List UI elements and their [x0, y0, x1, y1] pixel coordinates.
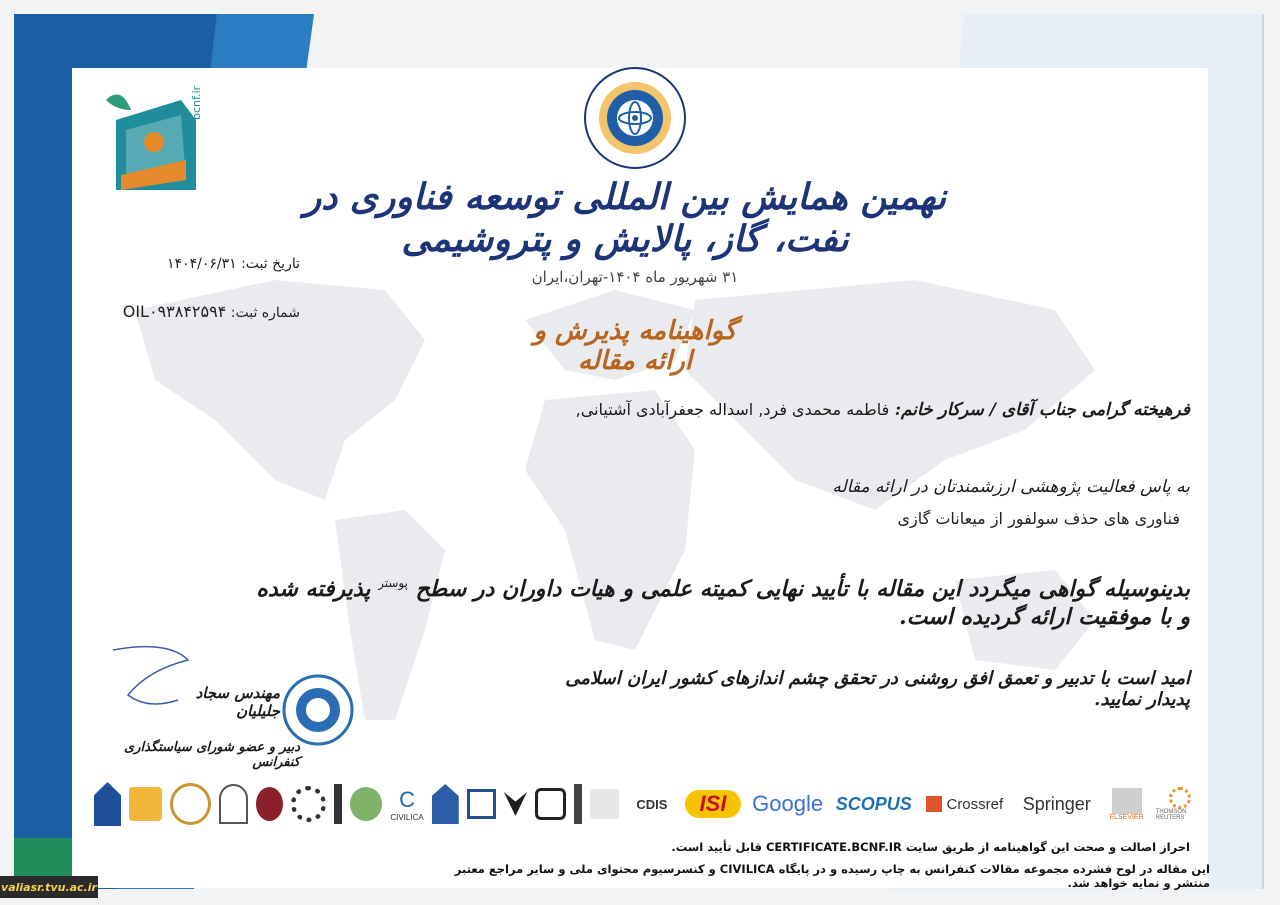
- recipient-names: فاطمه محمدی فرد, اسداله جعفرآبادی آشتیانی,: [575, 400, 890, 419]
- springer-logo: Springer: [1022, 793, 1091, 814]
- isi-logo: ISI: [685, 790, 741, 818]
- registration-date: [130, 256, 300, 272]
- university-emblem-icon: [94, 782, 121, 826]
- association-badge-icon: [170, 783, 211, 825]
- registration-number-label: شماره ثبت:: [230, 305, 300, 321]
- presentation-level: پوستر: [378, 576, 408, 590]
- paper-title: فناوری های حذف سولفور از میعانات گازی: [897, 509, 1180, 528]
- wreath-emblem-icon: [350, 787, 383, 821]
- university-emblem-icon: [129, 787, 162, 821]
- crossref-icon: [926, 796, 942, 812]
- date-and-place: ۳۱ شهریور ماه ۱۴۰۴-تهران،ایران: [531, 268, 739, 286]
- elsevier-tree-icon: [1112, 788, 1142, 814]
- certificate-subtitle: گواهینامه پذیرش و ارائه مقاله: [533, 316, 737, 376]
- wish-statement: امید است با تدبیر و تعمق افق روشنی در تحقق چشم اندازهای کشور ایران اسلامی پدیدار نمایید.: [565, 668, 1190, 710]
- footer-publication-note: این مقاله در لوح فشرده مجموعه مقالات کنفرانس به چاپ رسیده و در پایگاه CIVILICA و کنسرسیوم محتوای ملی و سایر مراجع معتبر منتشر و نمایه خواهد شد.: [454, 862, 1210, 890]
- logo-site-text: bcnf.ir: [190, 85, 203, 120]
- footer-authenticity: احراز اصالت و صحت این گواهینامه از طریق سایت CERTIFICATE.BCNF.IR قابل تأیید است.: [671, 840, 1190, 854]
- cdis-logo: CDIS: [636, 796, 668, 812]
- mosque-emblem-icon: [219, 784, 248, 824]
- registration-date-value: ۱۴۰۴/۰۶/۳۱: [167, 256, 237, 272]
- registration-number: [100, 302, 300, 321]
- book-emblem-icon: [467, 789, 496, 819]
- calligraphy-emblem-icon: [535, 788, 566, 820]
- elsevier-logo: [1105, 788, 1147, 821]
- elsevier-label: ELSEVIER: [1109, 813, 1144, 821]
- sponsor-logos-strip: [94, 778, 1204, 830]
- signature-seal: [282, 674, 354, 746]
- conference-title: نهمین همایش بین المللی توسعه فناوری در نفت، گاز، پالایش و پتروشیمی: [303, 176, 947, 260]
- university-emblem-icon: [432, 784, 459, 824]
- association-seal: [583, 66, 688, 171]
- scopus-logo: SCOPUS: [835, 793, 912, 814]
- certification-part1: بدینوسیله گواهی میگردد این مقاله با تأیید نهایی کمیته علمی و هیات داوران در سطح: [415, 576, 1190, 602]
- thomson-reuters-logo: [1156, 787, 1204, 821]
- conference-logo: [86, 80, 211, 205]
- appreciation-line: به پاس فعالیت پژوهشی ارزشمندتان در ارائه مقاله: [832, 477, 1190, 497]
- decorative-rule: [1262, 14, 1264, 889]
- tower-emblem-icon: [334, 784, 342, 824]
- civilica-label: CIVILICA: [390, 812, 424, 822]
- emblem-icon: [504, 792, 527, 816]
- emblem-icon: [590, 789, 619, 819]
- tower-emblem-icon: [574, 784, 582, 824]
- greeting-prefix: فرهیخته گرامی جناب آقای / سرکار خانم:: [894, 400, 1190, 420]
- crossref-logo: [921, 796, 1008, 813]
- site-watermark: valiasr.tvu.ac.ir: [0, 876, 98, 898]
- crossref-label: Crossref: [946, 795, 1004, 813]
- registration-date-label: تاریخ ثبت:: [241, 256, 300, 272]
- emblem-icon: [256, 787, 283, 821]
- google-scholar-logo: Google: [752, 791, 824, 816]
- registration-number-value: OIL۰۹۳۸۴۲۵۹۴: [122, 302, 227, 321]
- thomson-reuters-label: THOMSON REUTERS: [1155, 809, 1187, 821]
- gear-emblem-icon: [291, 786, 326, 822]
- certification-part2: پذیرفته شده و با موفقیت ارائه گردیده است.: [256, 576, 1190, 630]
- greeting-line: [520, 400, 1190, 420]
- signatory-name: مهندس سجاد جلیلیان: [195, 684, 280, 720]
- signatory-role: دبیر و عضو شورای سیاستگذاری کنفرانس: [124, 740, 300, 770]
- certification-statement: [250, 576, 1190, 631]
- thomson-reuters-icon: [1169, 787, 1191, 809]
- civilica-logo: C CIVILICA: [390, 786, 424, 822]
